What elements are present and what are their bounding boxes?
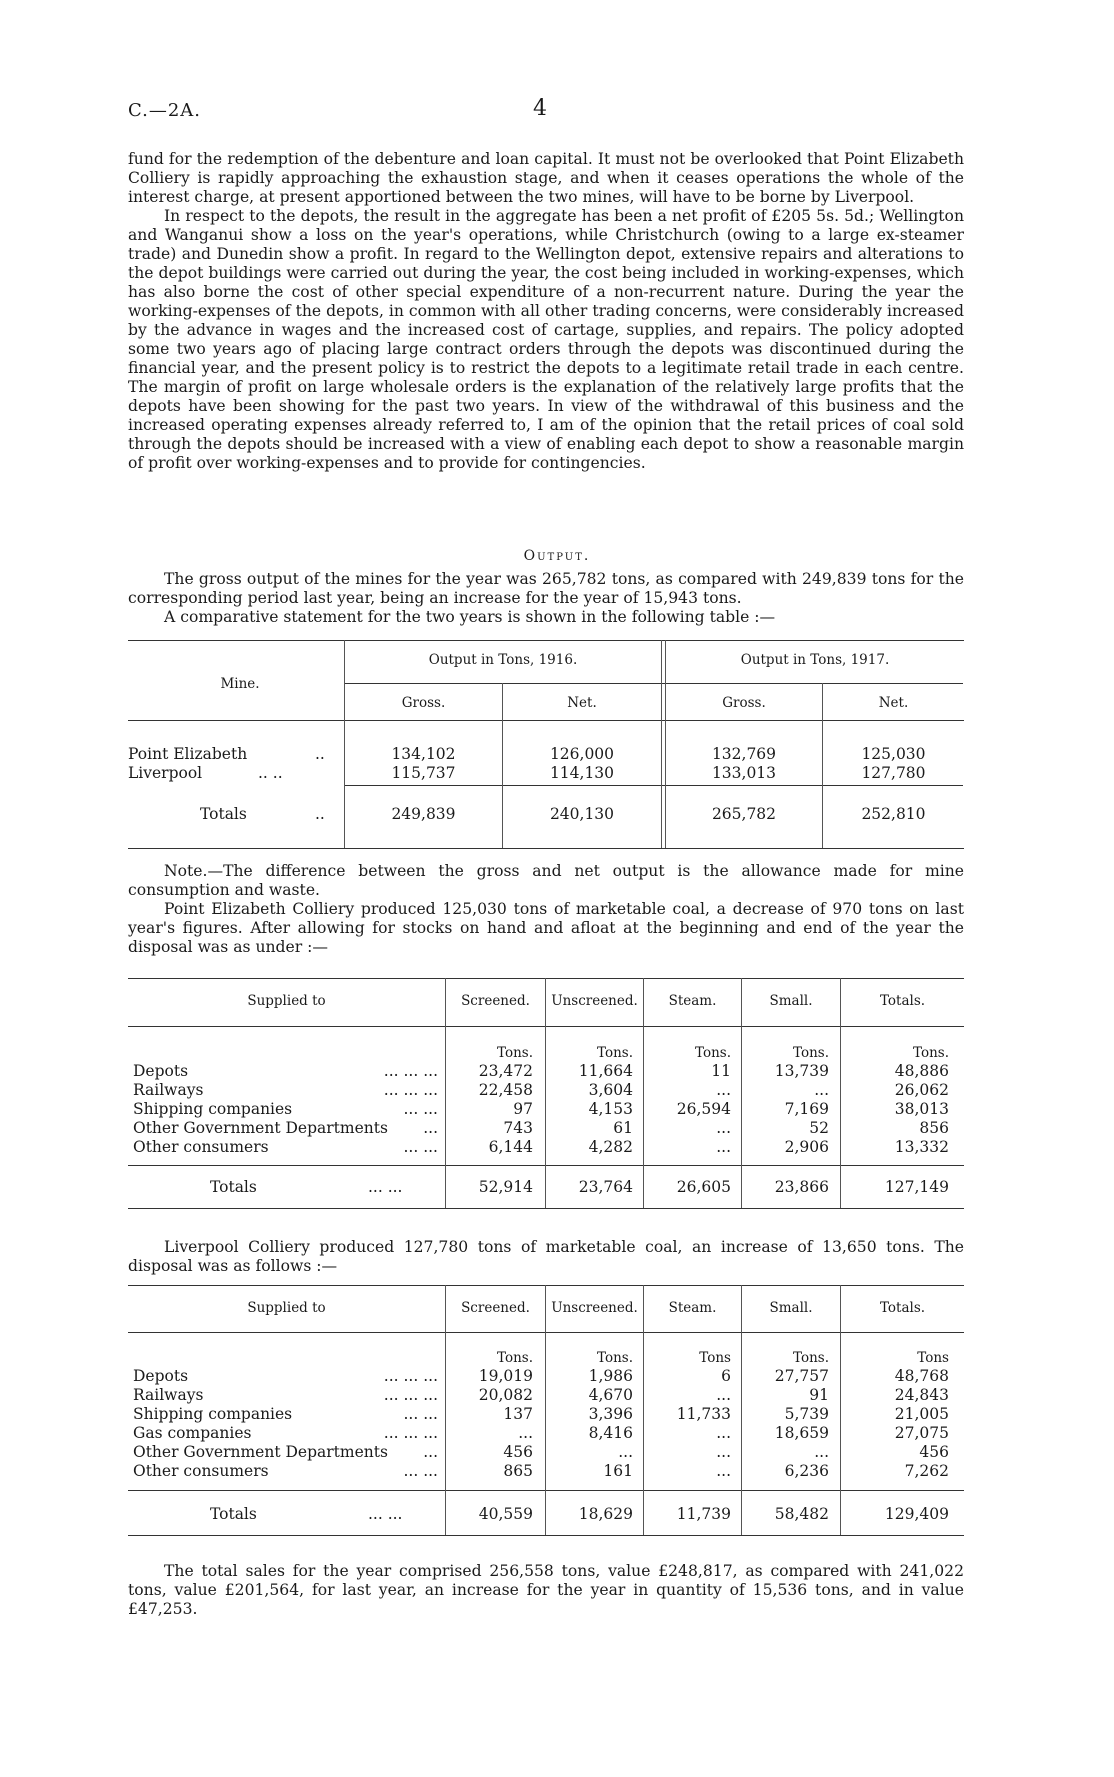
cell: 3,604	[588, 1081, 633, 1099]
sales-text	[128, 1562, 964, 1619]
col-steam: Steam.	[668, 1300, 717, 1316]
row-label: Depots	[133, 1062, 189, 1080]
rule	[128, 848, 964, 849]
row-dots: ... ...	[368, 1505, 403, 1523]
cell: 4,153	[588, 1100, 633, 1118]
cell: 19,019	[478, 1367, 533, 1385]
cell: 456	[919, 1443, 949, 1461]
cell: 26,605	[676, 1178, 731, 1196]
row-label: Shipping companies	[133, 1405, 293, 1423]
row-dots: ... ... ...	[383, 1081, 438, 1099]
page-number: 4	[533, 96, 547, 121]
rule	[128, 1165, 964, 1166]
cell: 26,062	[894, 1081, 949, 1099]
col-unscreened: Unscreened.	[551, 993, 638, 1009]
cell: ...	[716, 1386, 731, 1404]
rule	[128, 1535, 964, 1536]
cell: 22,458	[478, 1081, 533, 1099]
cell: 11,733	[676, 1405, 731, 1423]
row-dots: ...	[423, 1443, 438, 1461]
cell: 127,149	[884, 1178, 949, 1196]
cell: ...	[618, 1443, 633, 1461]
unit-label: Tons.	[695, 1045, 731, 1061]
col-unscreened: Unscreened.	[551, 1300, 638, 1316]
cell: 115,737	[391, 764, 456, 782]
intro-text	[128, 150, 964, 473]
cell: 21,005	[894, 1405, 949, 1423]
cell: 23,866	[774, 1178, 829, 1196]
cell: 3,396	[588, 1405, 633, 1423]
cell: 4,670	[588, 1386, 633, 1404]
row-dots: ... ...	[368, 1178, 403, 1196]
cell: 456	[503, 1443, 533, 1461]
rule	[345, 683, 963, 684]
cell: ...	[814, 1443, 829, 1461]
cell: 52,914	[478, 1178, 533, 1196]
col-supplied-to: Supplied to	[247, 993, 326, 1009]
col-totals: Totals.	[879, 993, 926, 1009]
col-supplied-to: Supplied to	[247, 1300, 326, 1316]
cell: ...	[716, 1443, 731, 1461]
cell: 48,886	[894, 1062, 949, 1080]
row-dots: ... ...	[403, 1100, 438, 1118]
rule	[128, 1332, 964, 1333]
unit-label: Tons.	[597, 1045, 633, 1061]
col-net-1916: Net.	[567, 695, 597, 711]
row-dots: ..	[315, 805, 325, 823]
unit-label: Tons	[917, 1350, 949, 1366]
cell: ...	[716, 1138, 731, 1156]
rule	[128, 1026, 964, 1027]
cell: 161	[603, 1462, 633, 1480]
cell: ...	[814, 1081, 829, 1099]
document-id: C.—2A.	[128, 100, 202, 121]
cell: 252,810	[861, 805, 926, 823]
row-dots: ... ... ...	[383, 1062, 438, 1080]
unit-label: Tons	[699, 1350, 731, 1366]
cell: ...	[716, 1424, 731, 1442]
cell: 18,629	[578, 1505, 633, 1523]
row-dots: ... ... ...	[383, 1386, 438, 1404]
cell: 114,130	[549, 764, 615, 782]
cell: 6,144	[488, 1138, 533, 1156]
row-label: Gas companies	[133, 1424, 252, 1442]
paragraph-depots: In respect to the depots, the result in the aggregate has been a net profit of £205 5s. 5d.; Wellington and Wanganui show a loss on the year's operations, while Christchurch (owing to a large ex-steamer trade) and Dunedin show a profit. In regard to the Wellington depot, extensive repairs and alterations to the depot buildings were carried out during the year, the cost being included in working-expenses, which has also borne the cost of other special expenditure of a non-recurrent nature. During the year the working-expenses of the depots, in common with all other trading concerns, were considerably increased by the advance in wages and the increased cost of cartage, supplies, and repairs. The policy adopted some two years ago of placing large contract orders through the depots was discontinued during the financial year, and the present policy is to restrict the depots to a legitimate retail trade in each centre. The margin of profit on large wholesale orders is the explanation of the relatively large profits that the depots have been showing for the past two years. In view of the withdrawal of this business and the increased operating expenses already referred to, I am of the opinion that the retail prices of coal sold through the depots should be increased with a view of enabling each depot to show a reasonable margin of profit over working-expenses and to provide for contingencies.	[128, 207, 964, 472]
cell: 137	[503, 1405, 533, 1423]
cell: 20,082	[478, 1386, 533, 1404]
cell: 23,472	[478, 1062, 533, 1080]
col-output-1916: Output in Tons, 1916.	[428, 652, 578, 668]
rule	[128, 978, 964, 979]
rule	[128, 1285, 964, 1286]
row-label: Point Elizabeth	[128, 745, 248, 763]
cell: 6	[721, 1367, 731, 1385]
cell: 7,169	[784, 1100, 829, 1118]
col-screened: Screened.	[461, 1300, 530, 1316]
cell: 11	[711, 1062, 731, 1080]
cell: 6,236	[784, 1462, 829, 1480]
col-mine: Mine.	[220, 676, 260, 692]
row-dots: ...	[423, 1119, 438, 1137]
rule	[345, 785, 963, 786]
col-output-1917: Output in Tons, 1917.	[740, 652, 890, 668]
paragraph-liverpool: Liverpool Colliery produced 127,780 tons of marketable coal, an increase of 13,650 tons. The disposal was as follows :—	[128, 1238, 964, 1275]
cell: 4,282	[588, 1138, 633, 1156]
row-dots: .. ..	[258, 764, 283, 782]
output-intro	[128, 570, 964, 627]
cell: 13,739	[774, 1062, 829, 1080]
col-small: Small.	[769, 1300, 813, 1316]
col-screened: Screened.	[461, 993, 530, 1009]
cell: 8,416	[588, 1424, 633, 1442]
cell: 40,559	[478, 1505, 533, 1523]
paragraph-total-sales: The total sales for the year comprised 256,558 tons, value £248,817, as compared with 241,022 tons, value £201,564, for last year, an increase for the year in quantity of 15,536 tons, and in value £47,253.	[128, 1562, 964, 1618]
cell: 48,768	[894, 1367, 949, 1385]
note-text	[128, 862, 964, 957]
rule	[128, 1490, 964, 1491]
cell: 11,664	[578, 1062, 633, 1080]
cell: 1,986	[588, 1367, 633, 1385]
cell: ...	[716, 1462, 731, 1480]
cell: 249,839	[391, 805, 456, 823]
cell: ...	[716, 1119, 731, 1137]
row-label: Other Government Departments	[133, 1119, 388, 1137]
totals-label: Totals	[210, 1178, 257, 1196]
cell: 38,013	[894, 1100, 949, 1118]
cell: 743	[503, 1119, 533, 1137]
unit-label: Tons.	[793, 1045, 829, 1061]
unit-label: Tons.	[793, 1350, 829, 1366]
output-heading: Output.	[523, 548, 591, 564]
rule	[128, 720, 964, 721]
row-label: Other consumers	[133, 1138, 269, 1156]
cell: 265,782	[711, 805, 777, 823]
unit-label: Tons.	[597, 1350, 633, 1366]
col-gross-1916: Gross.	[401, 695, 446, 711]
totals-label: Totals	[200, 805, 247, 823]
cell: 26,594	[676, 1100, 731, 1118]
cell: 240,130	[549, 805, 615, 823]
row-label: Depots	[133, 1367, 189, 1385]
cell: 126,000	[549, 745, 615, 763]
row-label: Other Government Departments	[133, 1443, 388, 1461]
cell: 125,030	[861, 745, 926, 763]
col-net-1917: Net.	[878, 695, 909, 711]
row-dots: ... ...	[403, 1462, 438, 1480]
paragraph-point-elizabeth: Point Elizabeth Colliery produced 125,030 tons of marketable coal, a decrease of 970 tons on last year's figures. After allowing for stocks on hand and afloat at the beginning and end of the year the disposal was as under :—	[128, 900, 964, 956]
cell: 865	[503, 1462, 533, 1480]
row-dots: ... ... ...	[383, 1424, 438, 1442]
paragraph-redemption: fund for the redemption of the debenture and loan capital. It must not be overlooked that Point Elizabeth Colliery is rapidly approaching the exhaustion stage, and when it ceases operations the whole of the interest charge, at present apportioned between the two mines, will have to be borne by Liverpool.	[128, 150, 964, 206]
cell: 5,739	[784, 1405, 829, 1423]
rule	[661, 640, 662, 848]
col-totals: Totals.	[879, 1300, 926, 1316]
cell: 134,102	[391, 745, 456, 763]
cell: 11,739	[676, 1505, 731, 1523]
col-small: Small.	[769, 993, 813, 1009]
row-dots: ... ...	[403, 1138, 438, 1156]
rule	[128, 1208, 964, 1209]
cell: 18,659	[774, 1424, 829, 1442]
cell: 129,409	[884, 1505, 949, 1523]
totals-label: Totals	[210, 1505, 257, 1523]
unit-label: Tons.	[497, 1045, 533, 1061]
cell: 27,757	[774, 1367, 829, 1385]
unit-label: Tons.	[497, 1350, 533, 1366]
cell: 133,013	[711, 764, 777, 782]
cell: 24,843	[894, 1386, 949, 1404]
cell: 91	[809, 1386, 829, 1404]
col-steam: Steam.	[668, 993, 717, 1009]
cell: 27,075	[894, 1424, 949, 1442]
cell: 13,332	[894, 1138, 949, 1156]
cell: 52	[809, 1119, 829, 1137]
row-dots: ... ...	[403, 1405, 438, 1423]
cell: 2,906	[784, 1138, 829, 1156]
row-label: Shipping companies	[133, 1100, 293, 1118]
row-label: Liverpool	[128, 764, 203, 782]
cell: ...	[716, 1081, 731, 1099]
cell: ...	[518, 1424, 533, 1442]
cell: 61	[613, 1119, 633, 1137]
cell: 58,482	[774, 1505, 829, 1523]
cell: 132,769	[711, 745, 777, 763]
col-gross-1917: Gross.	[722, 695, 766, 711]
row-dots: ..	[315, 745, 325, 763]
rule	[128, 640, 964, 641]
unit-label: Tons.	[913, 1045, 949, 1061]
cell: 23,764	[578, 1178, 633, 1196]
row-label: Railways	[133, 1081, 204, 1099]
cell: 856	[919, 1119, 949, 1137]
row-label: Railways	[133, 1386, 204, 1404]
paragraph-gross-output: The gross output of the mines for the year was 265,782 tons, as compared with 249,839 tons for the corresponding period last year, being an increase for the year of 15,943 tons.	[128, 570, 964, 607]
paragraph-comparative: A comparative statement for the two years is shown in the following table :—	[164, 608, 776, 626]
paragraph-note: Note.—The difference between the gross and net output is the allowance made for mine consumption and waste.	[128, 862, 964, 899]
liverpool-text	[128, 1238, 964, 1276]
page-header	[128, 96, 964, 130]
cell: 7,262	[904, 1462, 949, 1480]
cell: 97	[513, 1100, 533, 1118]
row-dots: ... ... ...	[383, 1367, 438, 1385]
row-label: Other consumers	[133, 1462, 269, 1480]
cell: 127,780	[861, 764, 926, 782]
